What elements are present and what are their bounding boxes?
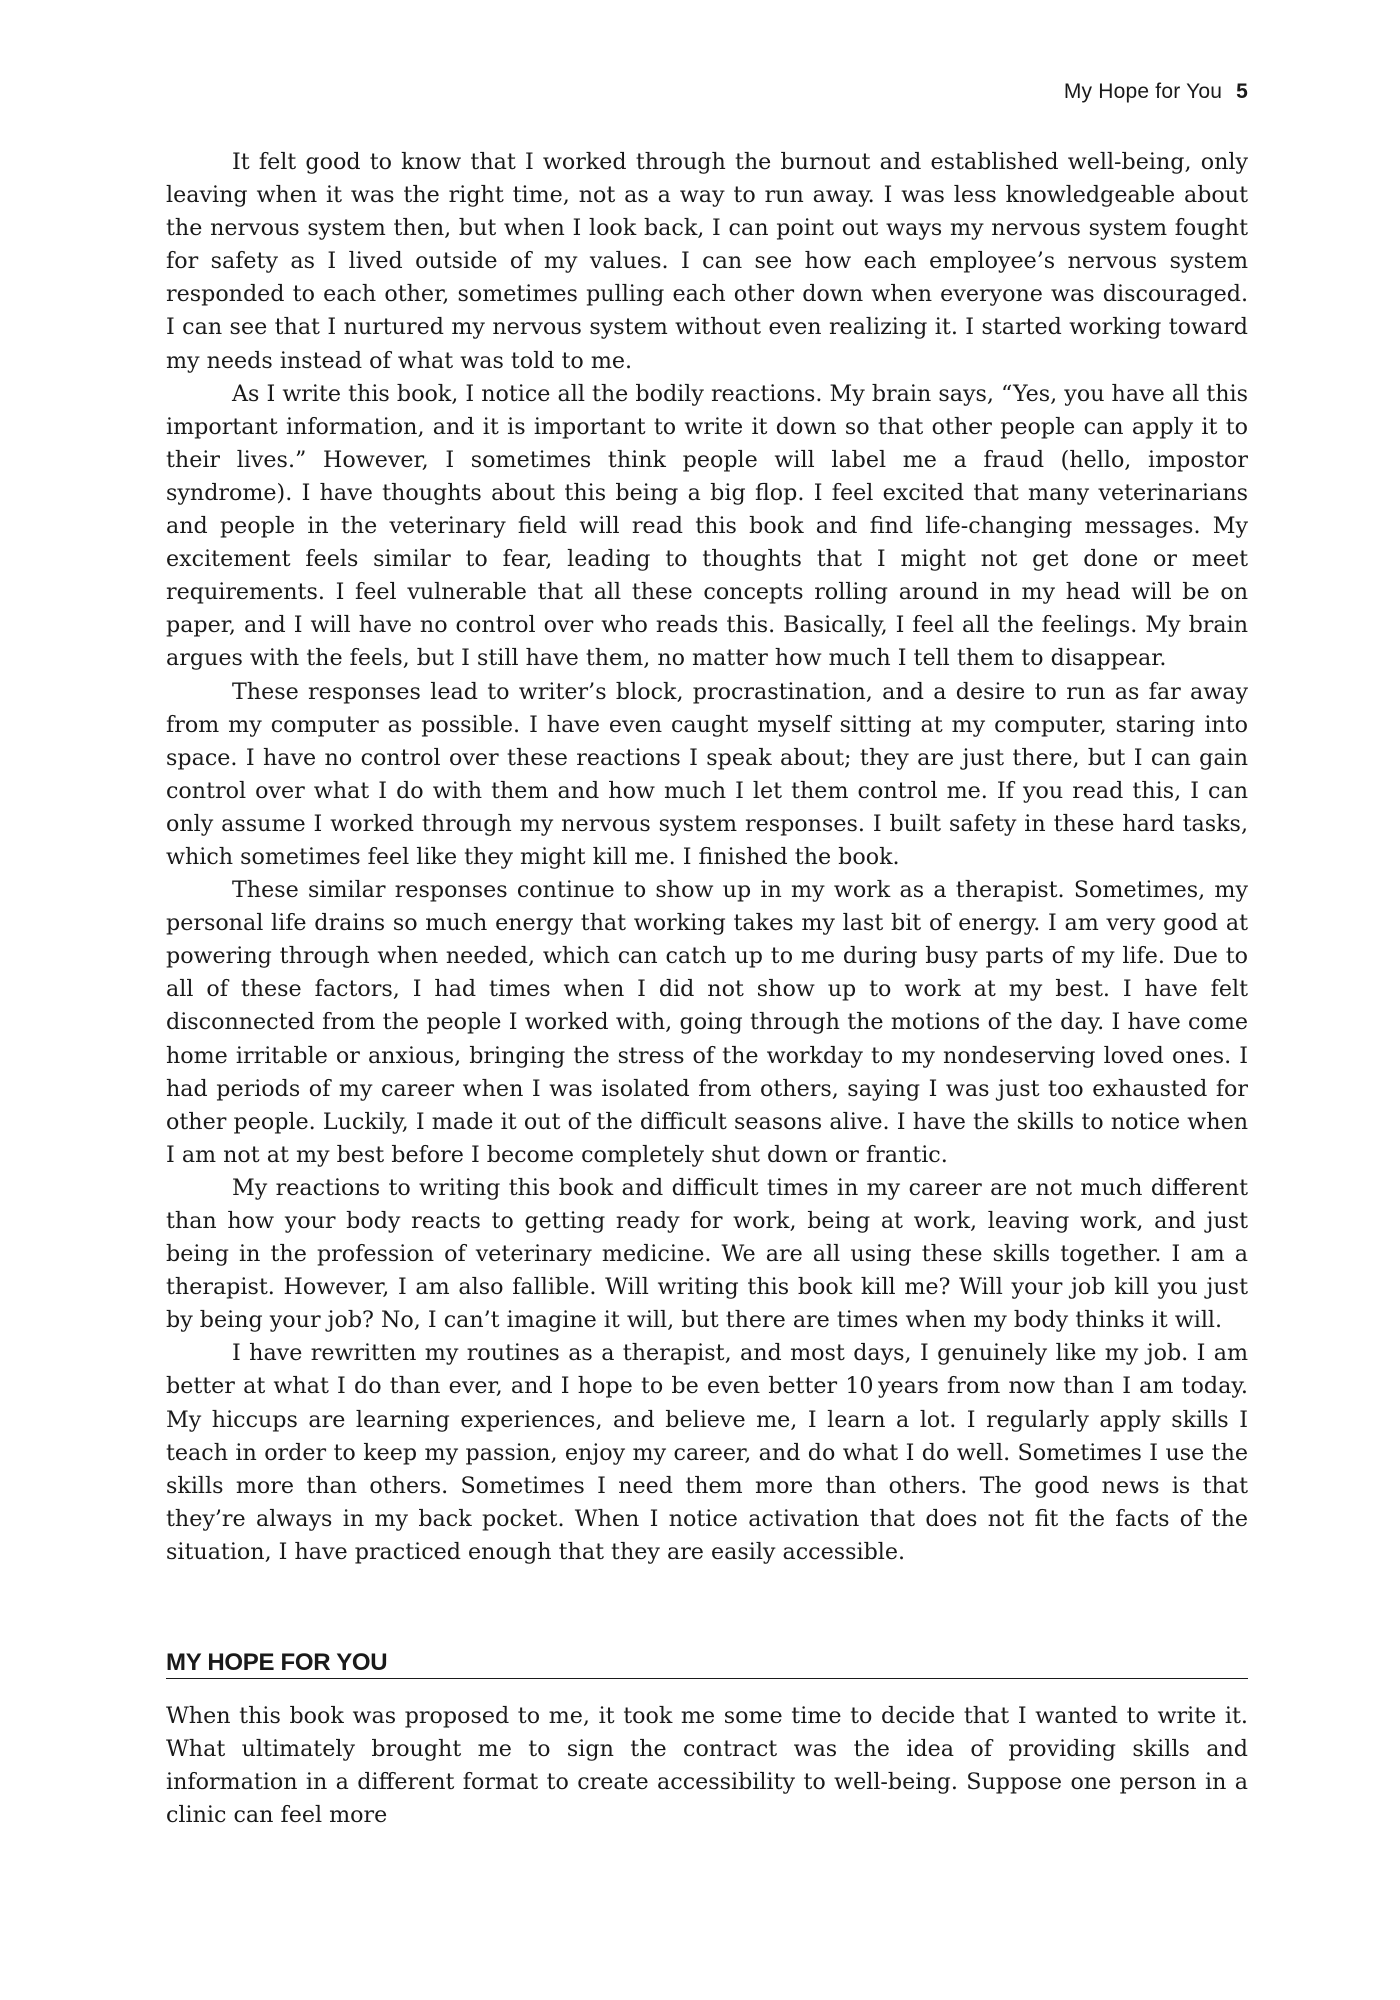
paragraph: As I write this book, I notice all the bodily reactions. My brain says, “Yes, you have all this important information, and it is important to write it down so that other people can apply it to their lives.” However, I sometimes think people will label me a fraud (hello, impostor syndrome). I have thoughts about this being a big flop. I feel excited that many veterinarians and people in the veterinary field will read this book and find life-changing messages. My excitement feels similar to fear, leading to thoughts that I might not get done or meet requirements. I feel vulnerable that all these concepts rolling around in my head will be on paper, and I will have no control over who reads this. Basically, I feel all the feelings. My brain argues with the feels, but I still have them, no matter how much I tell them to disappear. [166,380,1248,672]
paragraph: These similar responses continue to show up in my work as a therapist. Sometimes, my personal life drains so much energy that working takes my last bit of energy. I am very good at powering through when needed, which can catch up to me during busy parts of my life. Due to all of these factors, I had times when I did not show up to work at my best. I have felt disconnected from the people I worked with, going through the motions of the day. I have come home irritable or anxious, bringing the stress of the workday to my nondeserving loved ones. I had periods of my career when I was isolated from others, saying I was just too exhausted for other people. Luckily, I made it out of the difficult seasons alive. I have the skills to notice when I am not at my best before I become completely shut down or frantic. [166,877,1248,1168]
paragraph: I have rewritten my routines as a therapist, and most days, I genuinely like my job. I am better at what I do than ever, and I hope to be even better 10 years from now than I am today. My hiccups are learning experiences, and believe me, I learn a lot. I regularly apply skills I teach in order to keep my passion, enjoy my career, and do what I do well. Sometimes I use the skills more than others. Sometimes I need them more than others. The good news is that they’re always in my back pocket. When I notice activation that does not fit the facts of the situation, I have practiced enough that they are easily accessible. [166,1340,1248,1565]
paragraph: My reactions to writing this book and difficult times in my career are not much different than how your body reacts to getting ready for work, being at work, leaving work, and just being in the profession of veterinary medicine. We are all using these skills together. I am a therapist. However, I am also fallible. Will writing this book kill me? Will your job kill you just by being your job? No, I can’t imagine it will, but there are times when my body thinks it will. [166,1174,1248,1334]
running-head-title: My Hope for You [1063,80,1223,103]
paragraph: It felt good to know that I worked through the burnout and established well-being, only leaving when it was the right time, not as a way to run away. I was less knowledgeable about the nervous system then, but when I look back, I can point out ways my nervous system fought for safety as I lived outside of my values. I can see how each employee’s nervous system responded to each other, sometimes pulling each other down when everyone was discouraged. I can see that I nurtured my nervous system without even realizing it. I started working toward my needs instead of what was told to me. [166,149,1248,374]
section-body [166,1700,1248,1832]
paragraph: These responses lead to writer’s block, procrastination, and a desire to run as far away from my computer as possible. I have even caught myself sitting at my computer, staring into space. I have no control over these reactions I speak about; they are just there, but I can gain control over what I do with them and how much I let them control me. If you read this, I can only assume I worked through my nervous system responses. I built safety in these hard tasks, which sometimes feel like they might kill me. I finished the book. [166,678,1248,870]
body-text [166,146,1248,1569]
running-head [1064,80,1248,104]
paragraph: When this book was proposed to me, it took me some time to decide that I wanted to write it. What ultimately brought me to sign the contract was the idea of providing skills and information in a different format to create accessibility to well-being. Suppose one person in a clinic can feel more [166,1703,1248,1829]
section-heading: MY HOPE FOR YOU [166,1648,1248,1679]
page-number: 5 [1236,80,1248,103]
